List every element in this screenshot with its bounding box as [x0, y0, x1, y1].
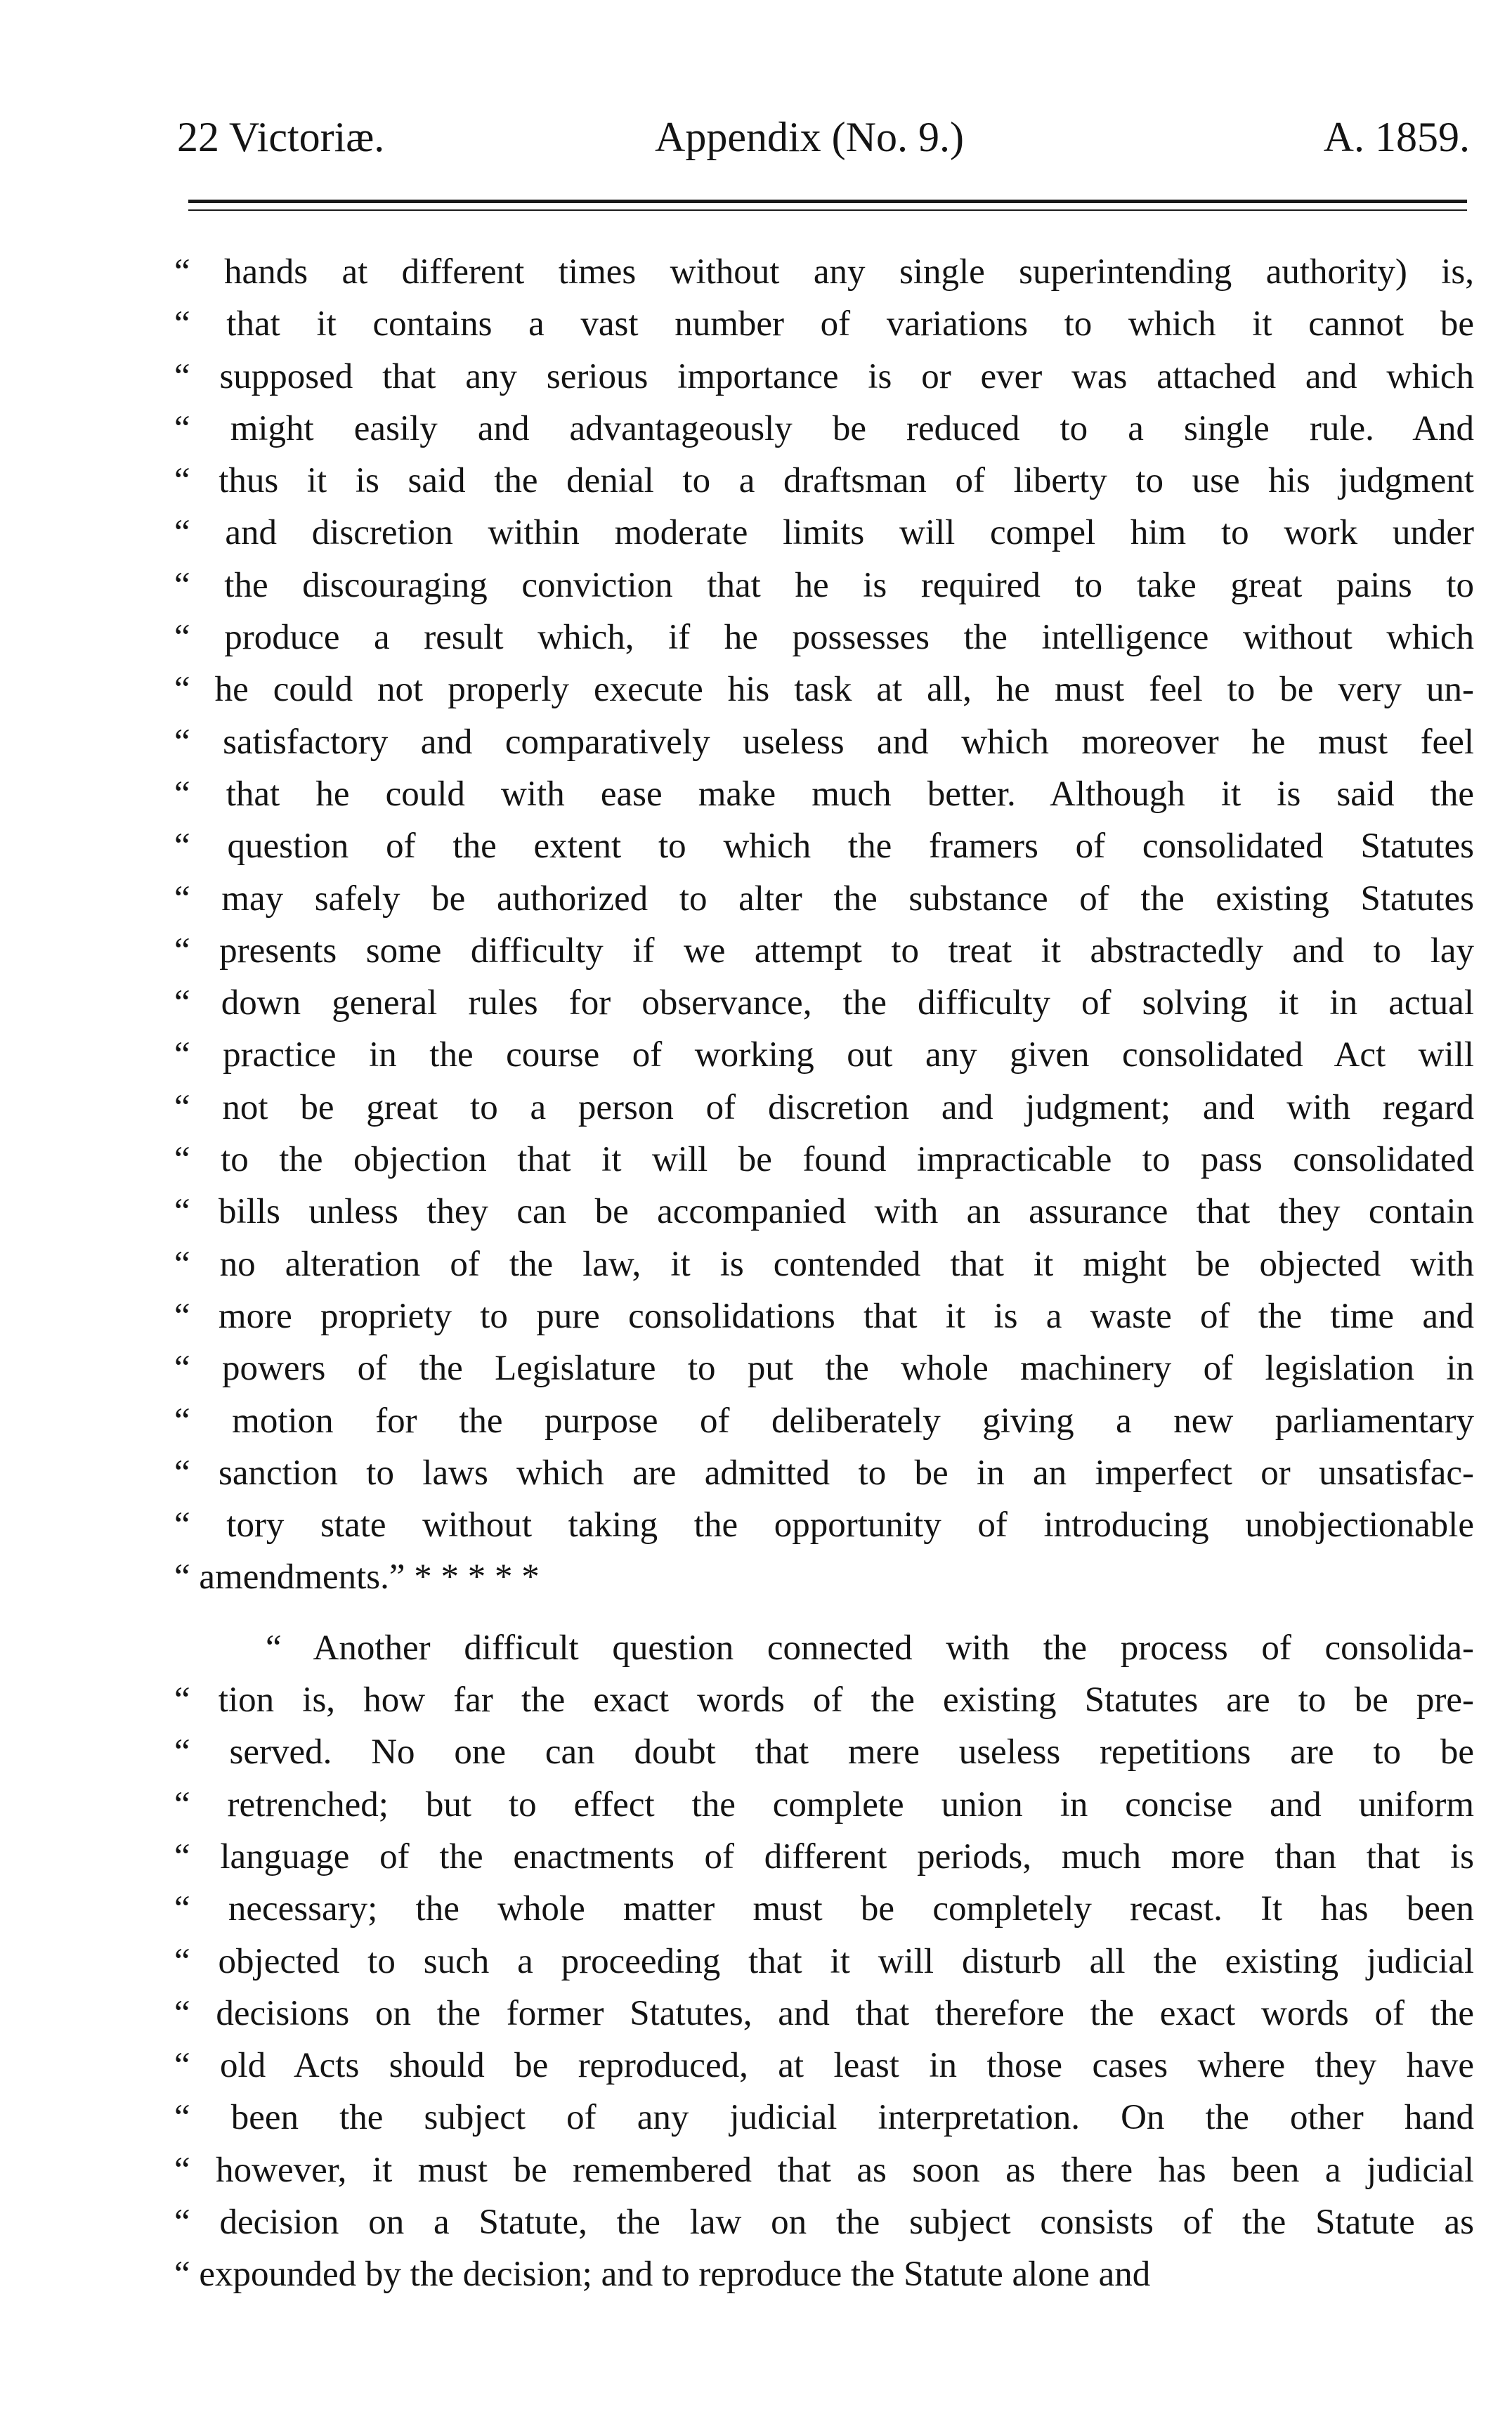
text-line: “ tion is, how far the exact words of the existing Statutes are to be pre- — [174, 1680, 1474, 1720]
text-line: “ might easily and advantageously be reduced to a single rule. And — [174, 408, 1474, 448]
text-line: “ Another difficult question connected with the process of consolida- — [266, 1628, 1474, 1668]
page-header — [177, 112, 1470, 162]
text-line: “ presents some difficulty if we attempt to treat it abstractedly and to lay — [174, 931, 1474, 971]
text-line: “ not be great to a person of discretion and judgment; and with regard — [174, 1087, 1474, 1127]
paragraph-gap — [174, 1604, 1474, 1622]
text-line: “ objected to such a proceeding that it will disturb all the existing judicial — [174, 1941, 1474, 1981]
paragraph — [174, 246, 1474, 1604]
text-line: “ practice in the course of working out any given consolidated Act will — [174, 1035, 1474, 1075]
text-line: “ powers of the Legislature to put the whole machinery of legislation in — [174, 1349, 1474, 1389]
text-line: “ that he could with ease make much better. Although it is said the — [174, 774, 1474, 814]
text-line: “ retrenched; but to effect the complete union in concise and uniform — [174, 1784, 1474, 1825]
text-line: “ necessary; the whole matter must be completely recast. It has been — [174, 1889, 1474, 1929]
text-line: “ he could not properly execute his task at all, he must feel to be very un- — [174, 670, 1474, 710]
header-appendix: Appendix (No. 9.) — [655, 114, 964, 160]
text-line: “ amendments.” * * * * * — [174, 1557, 540, 1597]
text-line: “ down general rules for observance, the difficulty of solving it in actual — [174, 983, 1474, 1023]
text-line: “ that it contains a vast number of variations to which it cannot be — [174, 304, 1474, 344]
text-line: “ sanction to laws which are admitted to be in an imperfect or unsatisfac- — [174, 1453, 1474, 1493]
paragraph — [174, 1622, 1474, 2301]
header-rule-thin — [188, 209, 1467, 211]
text-line: “ supposed that any serious importance is or ever was attached and which — [174, 356, 1474, 396]
text-line: “ bills unless they can be accompanied with an assurance that they contain — [174, 1192, 1474, 1232]
text-line: “ more propriety to pure consolidations that it is a waste of the time and — [174, 1296, 1474, 1336]
header-session: 22 Victoriæ. — [177, 114, 385, 160]
text-line: “ old Acts should be reproduced, at least in those cases where they have — [174, 2046, 1474, 2086]
text-line: “ hands at different times without any single superintending authority) is, — [174, 252, 1474, 292]
text-line: “ and discretion within moderate limits will compel him to work under — [174, 513, 1474, 553]
text-line: “ expounded by the decision; and to reproduce the Statute alone and — [174, 2255, 1151, 2295]
text-line: “ language of the enactments of different periods, much more than that is — [174, 1836, 1474, 1877]
text-line: “ no alteration of the law, it is contended that it might be objected with — [174, 1244, 1474, 1284]
text-line: “ been the subject of any judicial interpretation. On the other hand — [174, 2098, 1474, 2138]
text-line: “ decisions on the former Statutes, and that therefore the exact words of the — [174, 1993, 1474, 2033]
text-line: “ produce a result which, if he possesses the intelligence without which — [174, 618, 1474, 658]
text-line: “ however, it must be remembered that as soon as there has been a judicial — [174, 2150, 1474, 2190]
text-line: “ question of the extent to which the framers of consolidated Statutes — [174, 827, 1474, 867]
text-line: “ decision on a Statute, the law on the subject consists of the Statute as — [174, 2202, 1474, 2242]
text-line: “ may safely be authorized to alter the substance of the existing Statutes — [174, 879, 1474, 919]
text-line: “ motion for the purpose of deliberately giving a new parliamentary — [174, 1401, 1474, 1441]
text-line: “ to the objection that it will be found impracticable to pass consolidated — [174, 1140, 1474, 1180]
text-line: “ tory state without taking the opportunity of introducing unobjectionable — [174, 1505, 1474, 1545]
text-line: “ served. No one can doubt that mere useless repetitions are to be — [174, 1732, 1474, 1772]
text-line: “ satisfactory and comparatively useless and which moreover he must feel — [174, 722, 1474, 762]
header-year: A. 1859. — [1323, 114, 1470, 160]
text-line: “ the discouraging conviction that he is required to take great pains to — [174, 565, 1474, 605]
body-text — [174, 246, 1474, 2301]
header-rule-thick — [188, 200, 1467, 203]
text-line: “ thus it is said the denial to a draftsman of liberty to use his judgment — [174, 461, 1474, 501]
